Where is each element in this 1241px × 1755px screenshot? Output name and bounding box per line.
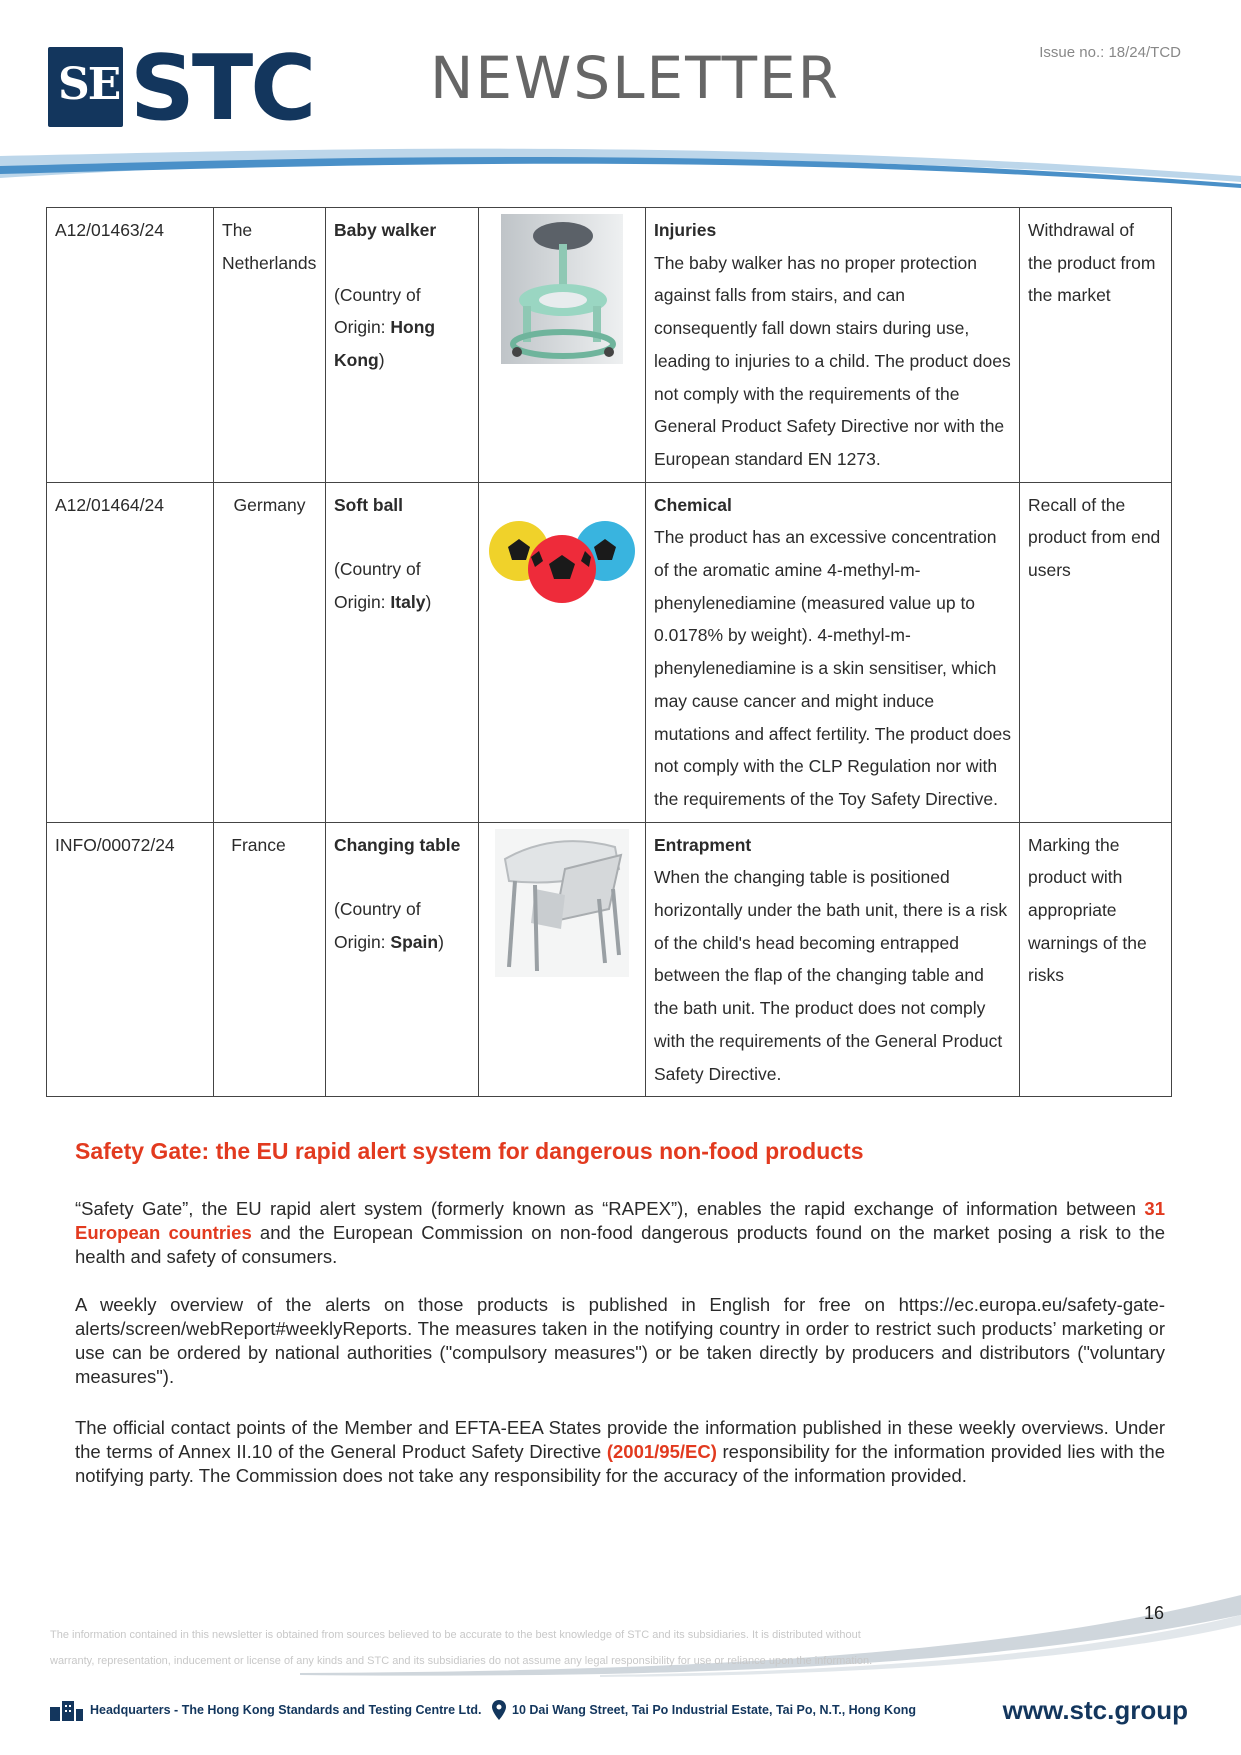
risk-type: Injuries xyxy=(654,220,717,240)
paragraph-weekly-overview: A weekly overview of the alerts on those products is published in English for free on https://ec.europa.eu/safety-gate-alerts/screen/webReport#weeklyReports. The measures taken in the notifying country in order to restrict such products’ marketing or use can be ordered by national authorities ("compulsory measures") or be taken directly by producers and distributors ("voluntary measures"). xyxy=(75,1294,1165,1387)
website-link[interactable]: www.stc.group xyxy=(1002,1695,1188,1725)
product-name: Baby walker xyxy=(334,220,437,240)
baby-walker-image xyxy=(501,214,623,364)
product-image-cell xyxy=(479,208,646,483)
risk-cell xyxy=(646,208,1020,483)
soft-ball-image xyxy=(487,517,637,607)
section-title: Safety Gate: the EU rapid alert system for dangerous non-food products xyxy=(75,1138,864,1164)
header-swoosh-decoration xyxy=(0,138,1241,198)
table-row xyxy=(47,822,1172,1097)
stc-logo-mark: SE xyxy=(48,47,123,127)
product-name: Changing table xyxy=(334,834,461,855)
headquarters-label: Headquarters - The Hong Kong Standards and Testing Centre Ltd. xyxy=(90,1703,482,1717)
highlight-countries: 31 European countries xyxy=(75,1198,1165,1243)
notifying-country: France xyxy=(214,822,326,1097)
page-number: 16 xyxy=(1144,1603,1165,1623)
notifying-country: The Netherlands xyxy=(214,208,326,483)
location-pin-icon xyxy=(492,1700,506,1720)
paragraph-responsibility: The official contact points of the Member and EFTA-EEA States provide the information published in these weekly overviews. Under the terms of Annex II.10 of the General Product Safety Directive (2001/95/EC) responsibility for the information provided lies with the notifying party. The Commission does not take any responsibility for the accuracy of the information provided. xyxy=(75,1417,1165,1486)
risk-cell xyxy=(646,822,1020,1097)
risk-description: The product has an excessive concentration of the aromatic amine 4-methyl-m-phenylenediamine (measured value up to 0.0178% by weight). 4-methyl-m-phenylenediamine is a skin sensitiser, which may cause cancer and might induce mutations and affect fertility. The product does not comply with the CLP Regulation nor with the requirements of the Toy Safety Directive. xyxy=(654,527,1012,809)
table-row xyxy=(47,208,1172,483)
paragraph-intro: “Safety Gate”, the EU rapid alert system (formerly known as “RAPEX”), enables the rapid exchange of information between 31 European countries and the European Commission on non-food dangerous products found on the market posing a risk to the health and safety of consumers. xyxy=(75,1198,1165,1267)
risk-description: The baby walker has no proper protection against falls from stairs, and can consequently fall down stairs during use, leading to injuries to a child. The product does not comply with the requirements of the General Product Safety Directive nor with the European standard EN 1273. xyxy=(654,252,1011,469)
alert-reference: A12/01463/24 xyxy=(47,208,214,483)
product-cell xyxy=(326,208,479,483)
notifying-country: Germany xyxy=(214,482,326,822)
alert-reference: A12/01464/24 xyxy=(47,482,214,822)
measures-taken: Recall of the product from end users xyxy=(1020,482,1172,822)
risk-type: Chemical xyxy=(654,494,732,515)
country-of-origin: (Country of Origin: Hong Kong) xyxy=(334,284,436,371)
stc-logo-text: STC xyxy=(130,36,314,141)
product-name: Soft ball xyxy=(334,494,404,515)
address-label: 10 Dai Wang Street, Tai Po Industrial Estate, Tai Po, N.T., Hong Kong xyxy=(512,1703,916,1717)
risk-type: Entrapment xyxy=(654,834,752,855)
country-of-origin: (Country of Origin: Spain) xyxy=(334,899,444,953)
measures-taken: Marking the product with appropriate warnings of the risks xyxy=(1020,822,1172,1097)
risk-cell xyxy=(646,482,1020,822)
product-cell xyxy=(326,822,479,1097)
product-image-cell xyxy=(479,482,646,822)
changing-table-image xyxy=(495,829,629,977)
newsletter-title: NEWSLETTER xyxy=(430,44,840,112)
product-cell xyxy=(326,482,479,822)
alerts-table xyxy=(46,207,1172,1097)
stc-logo xyxy=(48,36,348,141)
footer-bar xyxy=(48,1695,1188,1725)
table-row xyxy=(47,482,1172,822)
product-image-cell xyxy=(479,822,646,1097)
issue-number: Issue no.: 18/24/TCD xyxy=(1039,44,1181,61)
alert-reference: INFO/00072/24 xyxy=(47,822,214,1097)
disclaimer: The information contained in this newsletter is obtained from sources believed to be accurate to the best knowledge of STC and its subsidiaries. It is distributed without warranty, representation, inducement or license of any kinds and STC and its subsidiaries do not assume any legal responsibility for use or reliance upon the information. xyxy=(50,1629,873,1667)
country-of-origin: (Country of Origin: Italy) xyxy=(334,559,432,613)
highlight-directive: (2001/95/EC) xyxy=(606,1441,717,1462)
building-icon xyxy=(48,1699,84,1721)
measures-taken: Withdrawal of the product from the market xyxy=(1020,208,1172,483)
risk-description: When the changing table is positioned horizontally under the bath unit, there is a risk of the child's head becoming entrapped between the flap of the changing table and the bath unit. The product does not comply with the requirements of the General Product Safety Directive. xyxy=(654,867,1008,1084)
